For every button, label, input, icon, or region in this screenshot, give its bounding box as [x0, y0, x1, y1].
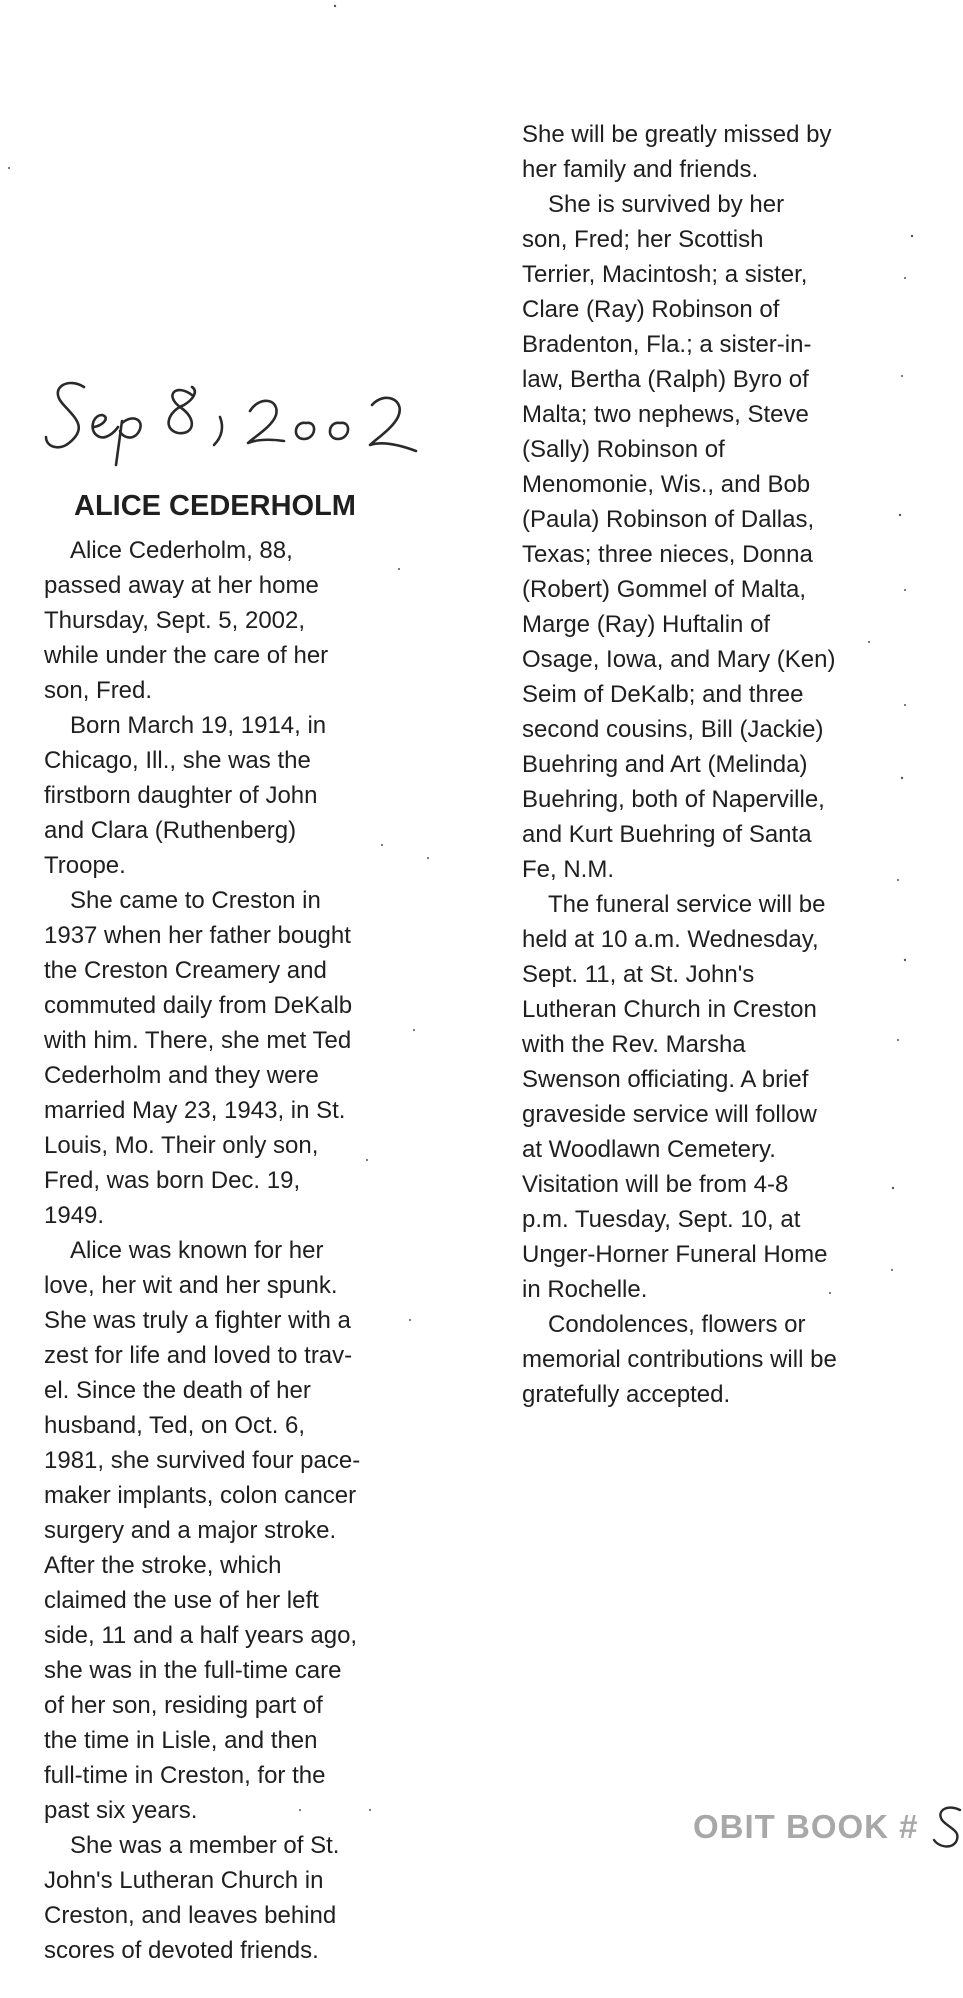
left-column-line: zest for life and loved to trav- [44, 1342, 353, 1369]
left-column-line: 1981, she survived four pace- [44, 1447, 361, 1474]
left-column-line: claimed the use of her left [44, 1587, 319, 1614]
right-column-line: her family and friends. [522, 156, 759, 183]
left-column-line: the Creston Creamery and [44, 957, 327, 984]
right-column-line: Clare (Ray) Robinson of [522, 296, 780, 323]
left-column-line: el. Since the death of her [44, 1377, 311, 1404]
right-column-line: She will be greatly missed by [522, 121, 832, 148]
stamp-label: OBIT BOOK # [693, 1808, 919, 1845]
left-column-line: Alice was known for her [70, 1237, 324, 1264]
left-column-line: 1937 when her father bought [44, 922, 351, 949]
left-text-column [44, 533, 419, 1968]
left-column-line: 1949. [44, 1202, 105, 1229]
handwritten-date [44, 365, 444, 475]
left-column-line: son, Fred. [44, 677, 153, 704]
left-column-line: She was truly a fighter with a [44, 1307, 351, 1334]
right-column-line: gratefully accepted. [522, 1381, 731, 1408]
right-column-line: with the Rev. Marsha [522, 1031, 746, 1058]
right-column-line: Malta; two nephews, Steve [522, 401, 809, 428]
left-column-line: scores of devoted friends. [44, 1937, 319, 1964]
left-column-line: After the stroke, which [44, 1552, 282, 1579]
right-column-line: Lutheran Church in Creston [522, 996, 817, 1023]
left-column-line: while under the care of her [44, 642, 329, 669]
right-column-line: Buehring and Art (Melinda) [522, 751, 808, 778]
right-column-line: at Woodlawn Cemetery. [522, 1136, 776, 1163]
left-column-line: Alice Cederholm, 88, [70, 537, 293, 564]
right-column-line: second cousins, Bill (Jackie) [522, 716, 824, 743]
right-column-line: and Kurt Buehring of Santa [522, 821, 812, 848]
left-column-line: with him. There, she met Ted [44, 1027, 352, 1054]
right-column-line: held at 10 a.m. Wednesday, [522, 926, 819, 953]
obituary-headline: ALICE CEDERHOLM [74, 490, 356, 522]
right-column-line: Texas; three nieces, Donna [522, 541, 813, 568]
left-column-line: married May 23, 1943, in St. [44, 1097, 346, 1124]
handwritten-date-signature [44, 365, 444, 475]
left-column-line: side, 11 and a half years ago, [44, 1622, 358, 1649]
right-column-line: Condolences, flowers or [548, 1311, 806, 1338]
right-column-line: She is survived by her [548, 191, 785, 218]
right-column-line: (Paula) Robinson of Dallas, [522, 506, 815, 533]
left-column-line: passed away at her home [44, 572, 319, 599]
right-column-line: Menomonie, Wis., and Bob [522, 471, 811, 498]
right-column-line: Sept. 11, at St. John's [522, 961, 755, 988]
left-column-line: Thursday, Sept. 5, 2002, [44, 607, 306, 634]
left-column-line: She was a member of St. [70, 1832, 340, 1859]
right-column-line: p.m. Tuesday, Sept. 10, at [522, 1206, 801, 1233]
handwritten-number-mark [930, 1800, 963, 1850]
handwritten-book-number [930, 1800, 963, 1850]
left-column-line: husband, Ted, on Oct. 6, [44, 1412, 306, 1439]
left-column-line: Born March 19, 1914, in [70, 712, 327, 739]
right-column-line: Seim of DeKalb; and three [522, 681, 804, 708]
left-column-line: commuted daily from DeKalb [44, 992, 353, 1019]
left-column-line: maker implants, colon cancer [44, 1482, 357, 1509]
left-column-line: the time in Lisle, and then [44, 1727, 318, 1754]
right-text-column [522, 117, 917, 1412]
left-column-line: John's Lutheran Church in [44, 1867, 324, 1894]
left-column-line: and Clara (Ruthenberg) [44, 817, 297, 844]
right-column-line: Visitation will be from 4-8 [522, 1171, 789, 1198]
obit-book-stamp [693, 1808, 919, 1846]
right-column-line: Fe, N.M. [522, 856, 615, 883]
right-column-line: Terrier, Macintosh; a sister, [522, 261, 808, 288]
left-column-line: Creston, and leaves behind [44, 1902, 337, 1929]
right-column-line: graveside service will follow [522, 1101, 817, 1128]
right-column-line: Osage, Iowa, and Mary (Ken) [522, 646, 836, 673]
left-column-line: firstborn daughter of John [44, 782, 318, 809]
right-column-line: (Robert) Gommel of Malta, [522, 576, 807, 603]
right-column-line: The funeral service will be [548, 891, 826, 918]
right-column-line: law, Bertha (Ralph) Byro of [522, 366, 809, 393]
right-column-line: son, Fred; her Scottish [522, 226, 764, 253]
left-column-line: She came to Creston in [70, 887, 321, 914]
right-column-line: (Sally) Robinson of [522, 436, 725, 463]
right-column-line: Buehring, both of Naperville, [522, 786, 825, 813]
right-column-line: in Rochelle. [522, 1276, 648, 1303]
left-column-line: Fred, was born Dec. 19, [44, 1167, 301, 1194]
right-column-line: Unger-Horner Funeral Home [522, 1241, 828, 1268]
right-column-line: Swenson officiating. A brief [522, 1066, 809, 1093]
left-column-line: Cederholm and they were [44, 1062, 319, 1089]
left-column-line: Troope. [44, 852, 126, 879]
left-column-line: past six years. [44, 1797, 198, 1824]
right-column-line: memorial contributions will be [522, 1346, 837, 1373]
left-column-line: full-time in Creston, for the [44, 1762, 326, 1789]
left-column-line: Louis, Mo. Their only son, [44, 1132, 319, 1159]
left-column-line: of her son, residing part of [44, 1692, 323, 1719]
left-column-line: Chicago, Ill., she was the [44, 747, 311, 774]
left-column-line: surgery and a major stroke. [44, 1517, 337, 1544]
right-column-line: Bradenton, Fla.; a sister-in- [522, 331, 812, 358]
left-column-line: she was in the full-time care [44, 1657, 342, 1684]
right-column-line: Marge (Ray) Huftalin of [522, 611, 771, 638]
left-column-line: love, her wit and her spunk. [44, 1272, 338, 1299]
